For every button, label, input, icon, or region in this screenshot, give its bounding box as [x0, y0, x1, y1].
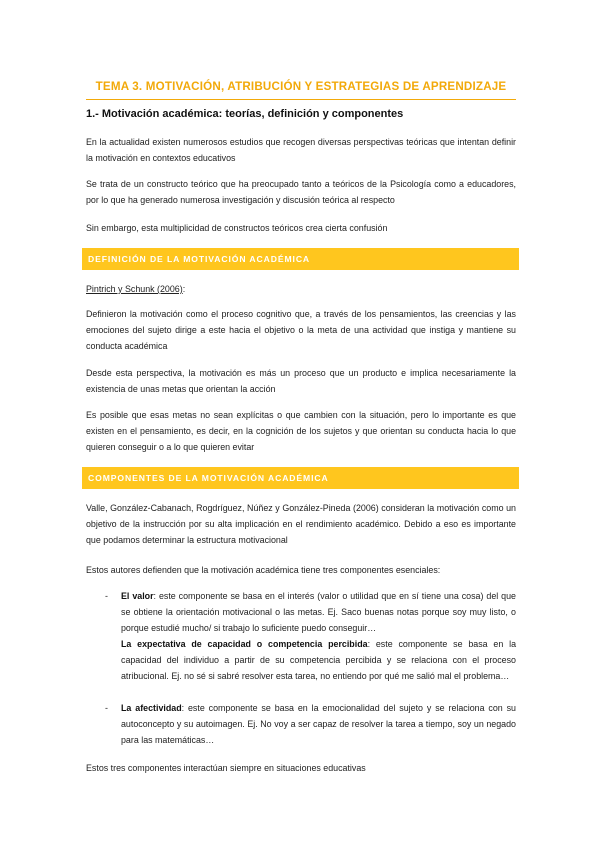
paragraph-components-1: Valle, González-Cabanach, Rogdríguez, Núñez y González-Pineda (2006) consideran la motivación como un objetivo de la instrucción por su alta implicación en el rendimiento académico. Debido a eso es importante que podamos determinar la estructura motivacional — [86, 503, 516, 545]
section-band-definition — [82, 248, 519, 270]
paragraph-definition-1: Definieron la motivación como el proceso cognitivo que, a través de los pensamientos, las creencias y las emociones del sujeto dirige a este hacia el objetivo o la meta de una actividad que instiga y mantiene su conducta académica — [86, 309, 516, 351]
paragraph-definition-2: Desde esta perspectiva, la motivación es más un proceso que un producto e implica necesariamente la existencia de unas metas que orientan la acción — [86, 368, 516, 394]
section-band-components — [82, 467, 519, 489]
list-term: El valor — [121, 591, 154, 601]
paragraph-intro-2: Se trata de un constructo teórico que ha preocupado tanto a teóricos de la Psicología como a educadores, por lo que ha generado numerosa investigación y discusión teórica al respecto — [86, 179, 516, 205]
citation-authors: Pintrich y Schunk (2006) — [86, 284, 183, 294]
list-item-afectividad — [121, 700, 516, 748]
list-dash: - — [105, 591, 108, 601]
citation-colon: : — [182, 284, 186, 294]
list-text: : este componente se basa en la emocionalidad del sujeto y se relaciona con su autoconcepto y su autoimagen. Ej. No voy a ser capaz de resolver la tarea a tiempo, soy un negado para las matemáticas… — [121, 703, 516, 745]
list-item-valor — [121, 588, 516, 636]
section-band-label: COMPONENTES DE LA MOTIVACIÓN ACADÉMICA — [88, 473, 329, 483]
section-band-label: DEFINICIÓN DE LA MOTIVACIÓN ACADÉMICA — [88, 254, 311, 264]
list-term: La afectividad — [121, 703, 182, 713]
list-dash: - — [105, 703, 108, 713]
citation-line — [86, 281, 516, 297]
page-title: TEMA 3. MOTIVACIÓN, ATRIBUCIÓN Y ESTRATEGIAS DE APRENDIZAJE — [95, 80, 507, 93]
list-text: : este componente se basa en el interés (valor o utilidad que en sí tiene una cosa) del que se obtiene la orientación motivacional o las metas. Ej. Saco buenas notas porque soy muy listo, o porque estudié mucho/ si trabajo lo suficiente puedo conseguir… — [121, 591, 516, 633]
list-text: : este componente se basa en la capacidad del individuo a partir de su competencia percibida y se relaciona con el proceso atribucional. Ej. no sé si sabré resolver esta tarea, no entiendo por qué me salió mal el problema… — [121, 639, 516, 681]
paragraph-components-2: Estos autores defienden que la motivación académica tiene tres componentes esenciales: — [86, 565, 441, 575]
list-term: La expectativa de capacidad o competencia percibida — [121, 639, 368, 649]
paragraph-components-3: Estos tres componentes interactúan siempre en situaciones educativas — [86, 763, 366, 773]
paragraph-intro-3: Sin embargo, esta multiplicidad de constructos teóricos crea cierta confusión — [86, 223, 388, 233]
paragraph-definition-3: Es posible que esas metas no sean explícitas o que cambien con la situación, pero lo importante es que existen en el pensamiento, es decir, en la cognición de los sujetos y que orientan su conducta hacia lo que quieren conseguir o a lo que quieren evitar — [86, 410, 516, 452]
list-item-expectativa — [121, 636, 516, 684]
section-heading: 1.- Motivación académica: teorías, definición y componentes — [86, 108, 404, 120]
paragraph-intro-1: En la actualidad existen numerosos estudios que recogen diversas perspectivas teóricas que intentan definir la motivación en contextos educativos — [86, 137, 516, 163]
title-underline — [86, 99, 516, 100]
